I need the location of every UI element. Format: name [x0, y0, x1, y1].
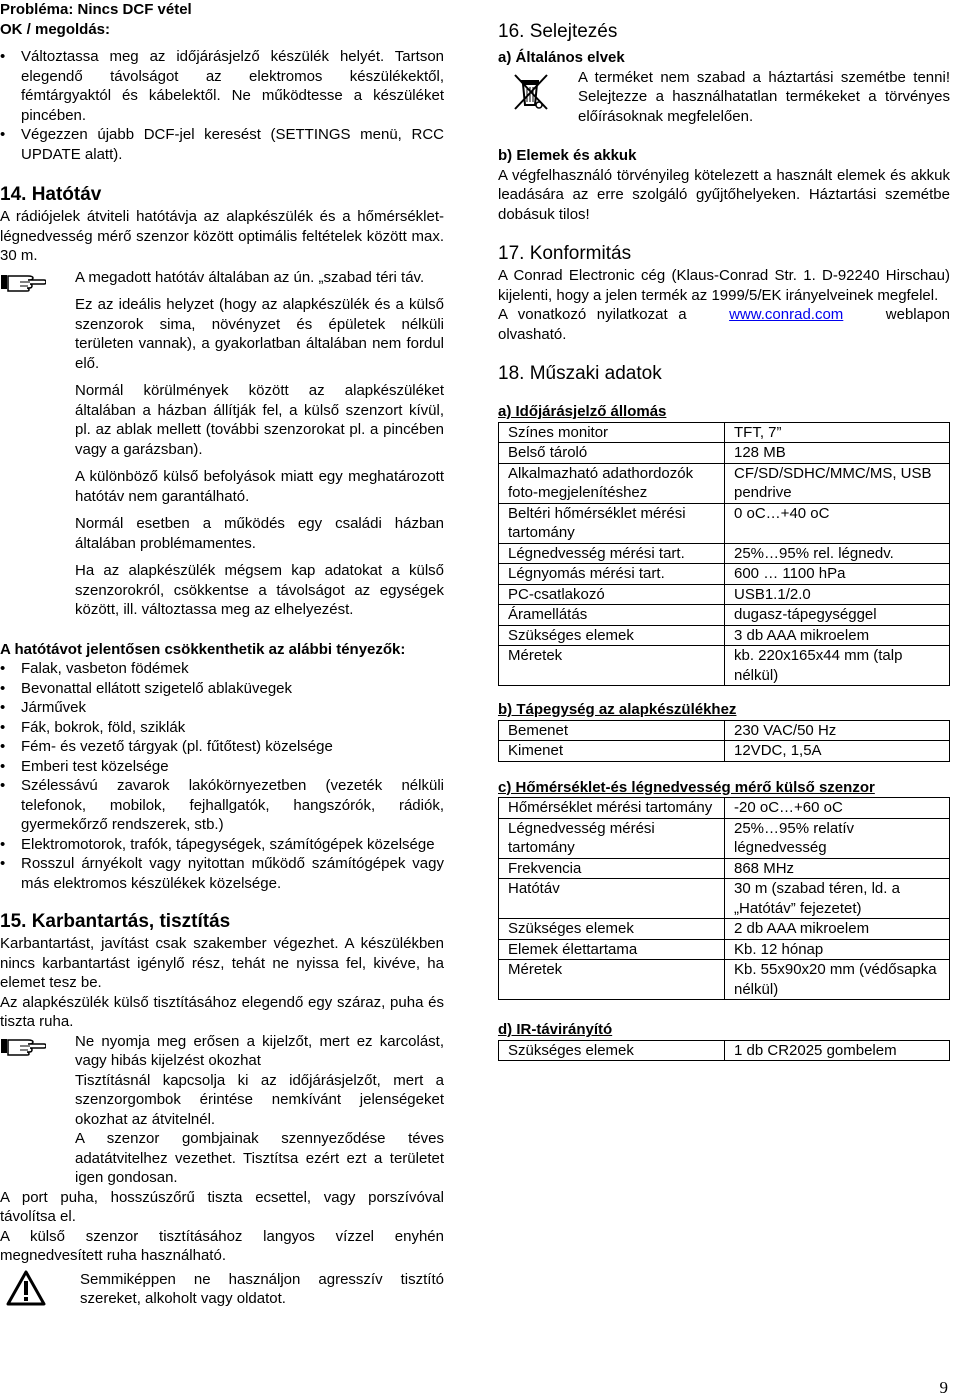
spec-value-cell: CF/SD/SDHC/MMC/MS, USB pendrive — [725, 463, 950, 503]
section-15-title: 15. Karbantartás, tisztítás — [0, 911, 231, 932]
table-row — [499, 564, 950, 585]
spec-table-heading: a) Időjárásjelző állomás — [498, 403, 667, 420]
range-paragraphs — [0, 295, 444, 620]
crossed-out-bin-icon — [512, 72, 552, 112]
spec-label-cell: Áramellátás — [499, 605, 725, 626]
spec-table-heading: c) Hőmérséklet-és légnedvesség mérő külső szenzor — [498, 778, 875, 796]
spec-label-cell: Méretek — [499, 960, 725, 1000]
spec-value-cell: Kb. 12 hónap — [725, 939, 950, 960]
spec-value-cell: -20 oC…+60 oC — [725, 798, 950, 819]
spec-table-heading: d) IR-távirányító — [498, 1021, 613, 1038]
table-row — [499, 463, 950, 503]
conformity-link-line: A vonatkozó nyilatkozat a www.conrad.com weblapon olvasható. — [498, 306, 950, 343]
list-item: • Falak, vasbeton födémek — [0, 659, 444, 679]
page-number: 9 — [939, 1378, 948, 1397]
spec-label-cell: Bemenet — [499, 720, 725, 741]
note-text: A szenzor gombjainak szennyeződése téves adatátvitelhez vezethet. Tisztítsa ezért ezt a területet igen gondosan. — [75, 1130, 444, 1186]
spec-table — [498, 1040, 950, 1062]
spec-value-cell: Kb. 55x90x20 mm (védősapka nélkül) — [725, 960, 950, 1000]
conformity-text: A Conrad Electronic cég (Klaus-Conrad Str. 1. D-92240 Hirschau) kijelenti, hogy a jelen termék az 1999/5/EK irányelveinek megfelel. — [498, 267, 950, 304]
spec-label-cell: Színes monitor — [499, 422, 725, 443]
spec-value-cell: 25%…95% rel. légnedv. — [725, 543, 950, 564]
left-column — [0, 0, 444, 1309]
section-18-title: 18. Műszaki adatok — [498, 363, 662, 384]
paragraph: Normál esetben a működés egy családi házban általában problémamentes. — [75, 515, 444, 552]
spec-label-cell: Szükséges elemek — [499, 1040, 725, 1061]
spec-label-cell: Légnedvesség mérési tart. — [499, 543, 725, 564]
table-row — [499, 443, 950, 464]
spec-value-cell: dugasz-tápegységgel — [725, 605, 950, 626]
pointing-hand-icon — [0, 270, 46, 292]
range-note — [0, 268, 444, 288]
factors-heading: A hatótávot jelentősen csökkenthetik az alábbi tényezők: — [0, 640, 406, 658]
spec-value-cell: 600 … 1100 hPa — [725, 564, 950, 585]
s15-p4: A külső szenzor tisztításához langyos vízzel enyhén megnedvesített ruha használható. — [0, 1227, 444, 1264]
spec-value-cell: 30 m (szabad téren, ld. a „Hatótáv” fejezetet) — [725, 879, 950, 919]
spec-value-cell: 868 MHz — [725, 858, 950, 879]
list-item: • Emberi test közelsége — [0, 757, 444, 777]
table-row — [499, 503, 950, 543]
spec-value-cell: 3 db AAA mikroelem — [725, 625, 950, 646]
table-row — [499, 879, 950, 919]
warning-icon — [6, 1270, 46, 1306]
s15-p3: A port puha, hosszúszőrű tiszta ecsettel, vagy porszívóval távolítsa el. — [0, 1188, 444, 1225]
spec-value-cell: 25%…95% relatív légnedvesség — [725, 818, 950, 858]
list-item: • Fém- és vezető tárgyak (pl. fűtőtest) közelsége — [0, 737, 444, 757]
spec-label-cell: Légnedvesség mérési tartomány — [499, 818, 725, 858]
cleaning-notes — [0, 1032, 444, 1188]
spec-value-cell: kb. 220x165x44 mm (talp nélkül) — [725, 646, 950, 686]
list-item: • Bevonattal ellátott szigetelő ablaküvegek — [0, 679, 444, 699]
list-item: • Változtassa meg az időjárásjelző készülék helyét. Tartson elegendő távolságot az elektromos készülékektől, fémtárgyaktól és kábelektől. Ne működtesse a készüléket pincében. — [0, 47, 444, 125]
spec-label-cell: Hatótáv — [499, 879, 725, 919]
disposal-general — [498, 68, 950, 127]
spec-label-cell: Szükséges elemek — [499, 625, 725, 646]
paragraph: Ez az ideális helyzet (hogy az alapkészülék és a külső szenzorok sima, növényzet és épületek nélküli területen vannak), a gyakorlatban általában nem fordul elő. — [75, 296, 444, 372]
spec-value-cell: 1 db CR2025 gombelem — [725, 1040, 950, 1061]
table-row — [499, 625, 950, 646]
spec-table — [498, 720, 950, 762]
table-row — [499, 1040, 950, 1061]
spec-label-cell: Szükséges elemek — [499, 919, 725, 940]
spec-value-cell: 230 VAC/50 Hz — [725, 720, 950, 741]
list-item: • Szélessávú zavarok lakókörnyezetben (vezeték nélküli telefonok, mobilok, fejhallgatók, hangszórók, rádiók, gyermekőrző rendszerek, stb.) — [0, 776, 444, 835]
table-row — [499, 422, 950, 443]
batteries-heading: b) Elemek és akkuk — [498, 147, 637, 164]
spec-value-cell: USB1.1/2.0 — [725, 584, 950, 605]
table-row — [499, 818, 950, 858]
spec-label-cell: Beltéri hőmérséklet mérési tartomány — [499, 503, 725, 543]
spec-table — [498, 422, 950, 687]
list-item: • Fák, bokrok, föld, sziklák — [0, 718, 444, 738]
spec-label-cell: PC-csatlakozó — [499, 584, 725, 605]
table-row — [499, 584, 950, 605]
range-note-lead: A megadott hatótáv általában az ún. „szabad téri táv. — [75, 268, 425, 286]
spec-table-heading: b) Tápegység az alapkészülékhez — [498, 701, 737, 718]
spec-table — [498, 797, 950, 1000]
spec-label-cell: Légnyomás mérési tart. — [499, 564, 725, 585]
solution-heading: OK / megoldás: — [0, 20, 111, 38]
right-column — [498, 0, 950, 1061]
spec-value-cell: 12VDC, 1,5A — [725, 741, 950, 762]
table-row — [499, 720, 950, 741]
conrad-link[interactable]: www.conrad.com — [729, 306, 844, 323]
spec-value-cell: 128 MB — [725, 443, 950, 464]
table-row — [499, 960, 950, 1000]
spec-value-cell: 2 db AAA mikroelem — [725, 919, 950, 940]
paragraph: Ha az alapkészülék mégsem kap adatokat a külső szenzorokról, csökkentse a távolságot az egységek között, ill. változtassa meg az elhelyezést. — [75, 562, 444, 618]
paragraph: A különböző külső befolyások miatt egy meghatározott hatótáv nem garantálható. — [75, 468, 444, 505]
section-14-title: 14. Hatótáv — [0, 184, 102, 205]
list-item: • Járművek — [0, 698, 444, 718]
spec-label-cell: Elemek élettartama — [499, 939, 725, 960]
problem-heading: Probléma: Nincs DCF vétel — [0, 1, 192, 18]
note-text: Tisztításnál kapcsolja ki az időjárásjelzőt, mert a szenzorgombok érintése nemkívánt jelenségeket okozhat az átvitelnél. — [75, 1071, 444, 1128]
table-row — [499, 919, 950, 940]
disposal-general-text: A terméket nem szabad a háztartási szemétbe tenni! Selejtezze a használhatatlan termékeket a törvényes előírásoknak megfelelően. — [578, 68, 950, 125]
warning-text: Semmiképpen ne használjon agresszív tisztító szereket, alkoholt vagy oldatot. — [80, 1270, 444, 1307]
table-row — [499, 939, 950, 960]
s14-intro: A rádiójelek átviteli hatótávja az alapkészülék és a hőmérséklet-légnedvesség mérő szenzor között optimális feltételek között max. 30 m. — [0, 208, 444, 264]
factors-list — [0, 659, 444, 893]
spec-label-cell: Frekvencia — [499, 858, 725, 879]
spec-label-cell: Méretek — [499, 646, 725, 686]
pointing-hand-icon — [0, 1034, 46, 1056]
list-item: • Rosszul árnyékolt vagy nyitottan működő számítógépek vagy más elektromos készülékek közelsége. — [0, 854, 444, 893]
warning-note — [0, 1270, 444, 1309]
s15-p1: Karbantartást, javítást csak szakember végezhet. A készülékben nincs karbantartást igénylő rész, tehát ne nyissa fel, kivéve, ha elemet tesz be. — [0, 935, 444, 991]
paragraph: Normál körülmények között az alapkészüléket általában a házban állítják fel, a külső szenzort kívül, pl. az ablak mellett (további szenzorokat pl. a pincében vagy a garázsban). — [75, 382, 444, 458]
spec-tables — [498, 402, 950, 1061]
table-row — [499, 605, 950, 626]
spec-label-cell: Alkalmazható adathordozók foto-megjelenítéshez — [499, 463, 725, 503]
batteries-text: A végfelhasználó törvényileg kötelezett a használt elemek és akkuk leadására az erre szolgáló gyűjtőhelyeken. Háztartási szemétbe dobásuk tilos! — [498, 166, 950, 223]
spec-value-cell: 0 oC…+40 oC — [725, 503, 950, 543]
table-row — [499, 858, 950, 879]
s15-p2: Az alapkészülék külső tisztításához elegendő egy száraz, puha és tiszta ruha. — [0, 993, 444, 1030]
table-row — [499, 741, 950, 762]
section-16-title: 16. Selejtezés — [498, 21, 618, 42]
spec-label-cell: Kimenet — [499, 741, 725, 762]
table-row — [499, 543, 950, 564]
note-text: Ne nyomja meg erősen a kijelzőt, mert ez karcolást, vagy hibás kijelzést okozhat — [75, 1032, 444, 1069]
spec-label-cell: Belső tároló — [499, 443, 725, 464]
table-row — [499, 646, 950, 686]
list-item: • Végezzen újabb DCF-jel keresést (SETTINGS menü, RCC UPDATE alatt). — [0, 125, 444, 164]
disposal-general-heading: a) Általános elvek — [498, 49, 625, 66]
solution-list — [0, 47, 444, 164]
list-item: • Elektromotorok, trafók, tápegységek, számítógépek közelsége — [0, 835, 444, 855]
section-17-title: 17. Konformitás — [498, 243, 632, 264]
spec-value-cell: TFT, 7” — [725, 422, 950, 443]
table-row — [499, 798, 950, 819]
spec-label-cell: Hőmérséklet mérési tartomány — [499, 798, 725, 819]
